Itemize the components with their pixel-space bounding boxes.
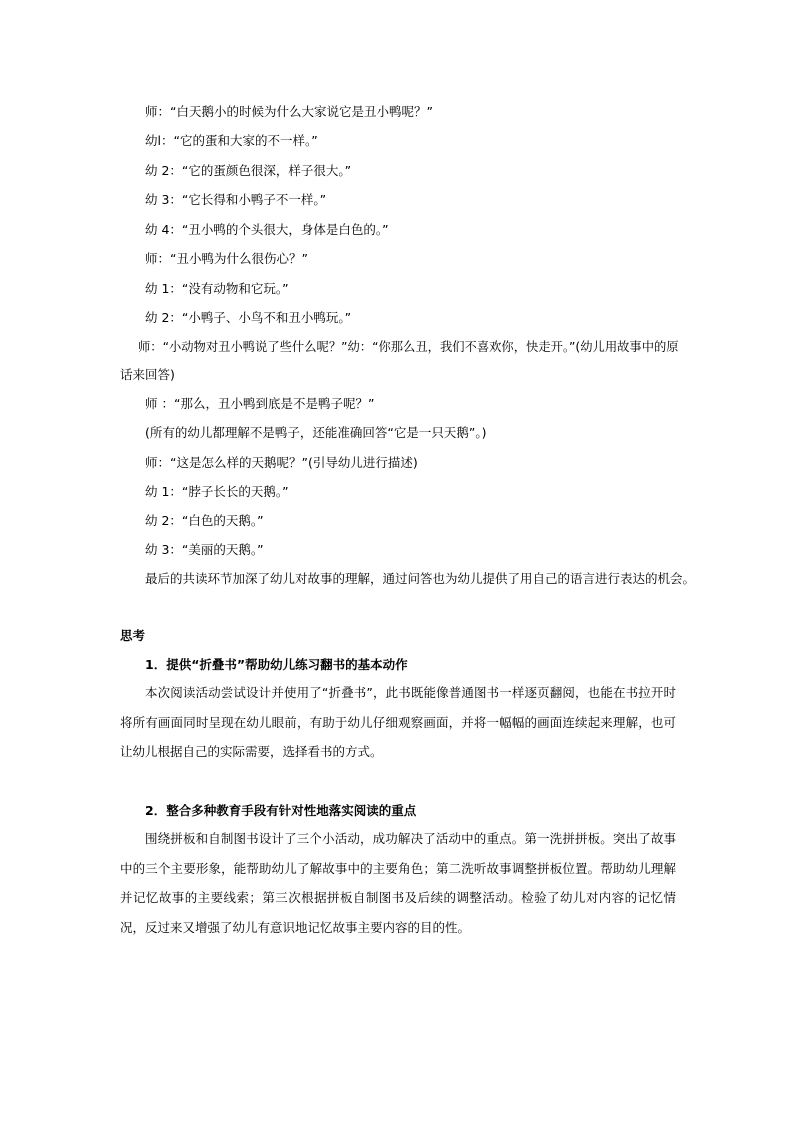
- dialogue-line: 幼 1：“没有动物和它玩。”: [145, 281, 289, 296]
- dialogue-line: 幼 4：“丑小鸭的个头很大，身体是白色的。”: [145, 222, 389, 237]
- dialogue-line: 幼 2：“它的蛋颜色很深，样子很大。”: [145, 163, 352, 178]
- section-title: 思考: [120, 628, 146, 643]
- dialogue-line: 幼 3：“它长得和小鸭子不一样。”: [145, 192, 327, 207]
- point-heading: 2．整合多种教育手段有针对性地落实阅读的重点: [145, 803, 417, 818]
- dialogue-line: 师：“白天鹅小的时候为什么大家说它是丑小鸭呢？”: [145, 104, 433, 119]
- dialogue-line: 师：“这是怎么样的天鹅呢？”(引导幼儿进行描述): [145, 455, 418, 470]
- point-body: 围绕拼板和自制图书设计了三个小活动，成功解决了活动中的重点。第一洗拼拼板。突出了故事中的三个主要形象，能帮助幼儿了解故事中的主要角色；第二洗听故事调整拼板位置。帮助幼儿理解并记忆故事的主要线索；第三次根据拼板自制图书及后续的调整活动。检验了幼儿对内容的记忆情况，反过来又增强了幼儿有意识地记忆故事主要内容的目的性。: [120, 831, 676, 935]
- dialogue-line: 幼 2：“小鸭子、小鸟不和丑小鸭玩。”: [145, 310, 352, 325]
- dialogue-line: 幼 2：“白色的天鹅。”: [145, 513, 264, 528]
- dialogue-line: 师 ：“那么，丑小鸭到底是不是鸭子呢？”: [145, 396, 375, 411]
- teacher-question-line: 师：“小动物对丑小鸭说了些什么呢？”幼：“你那么丑，我们不喜欢你，快走开。”(幼儿用故事中的原: [138, 340, 679, 354]
- teacher-question-line: 话来回答): [120, 367, 175, 382]
- dialogue-line: (所有的幼儿都理解不是鸭子，还能准确回答“它是一只天鹅”。): [145, 425, 487, 440]
- summary-line: 最后的共读环节加深了幼儿对故事的理解，通过问答也为幼儿提供了用自己的语言进行表达的机会。: [145, 571, 696, 586]
- point-body: 本次阅读活动尝试设计并使用了“折叠书”，此书既能像普通图书一样逐页翻阅，也能在书拉开时将所有画面同时呈现在幼儿眼前，有助于幼儿仔细观察画面，并将一幅幅的画面连续起来理解，也可让幼儿根据自己的实际需要，选择看书的方式。: [120, 685, 676, 759]
- dialogue-line: 师：“丑小鸭为什么很伤心？”: [145, 251, 308, 266]
- point-heading: 1．提供“折叠书”帮助幼儿练习翻书的基本动作: [145, 657, 408, 672]
- dialogue-line: 幼 3：“美丽的天鹅。”: [145, 542, 264, 557]
- dialogue-line: 幼l：“它的蛋和大家的不一样。”: [145, 133, 318, 148]
- dialogue-line: 幼 1：“脖子长长的天鹅。”: [145, 484, 289, 499]
